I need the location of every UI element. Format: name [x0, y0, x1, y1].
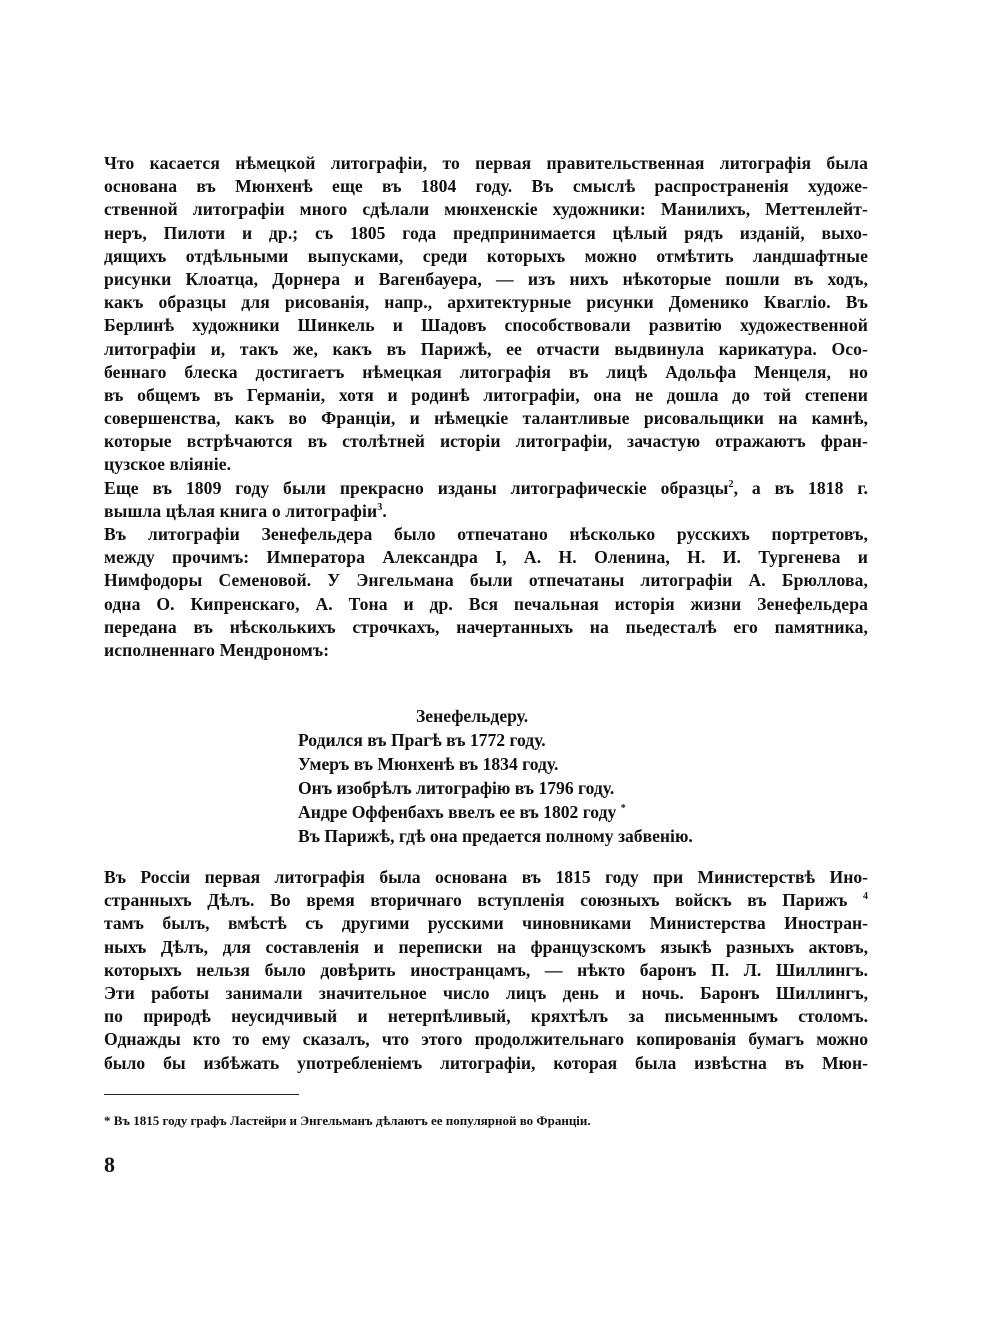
text-line: которые встрѣчаются въ столѣтней исторіи литографіи, зачастую отражаютъ фран-	[104, 431, 868, 452]
text-line: по природѣ неусидчивый и нетерпѣливый, кряхтѣлъ за письменнымъ столомъ.	[104, 1006, 868, 1027]
text-line: ныхъ Дѣлъ, для составленія и переписки на французскомъ языкѣ разныхъ актовъ,	[104, 936, 868, 957]
text-line: между прочимъ: Императора Александра I, А. Н. Оленина, Н. И. Тургенева и	[104, 547, 868, 568]
main-text	[104, 152, 868, 662]
text-line: ственной литографіи много сдѣлали мюнхенскіе художники: Манилихъ, Меттенлейт-	[104, 199, 868, 220]
text-line: тамъ былъ, вмѣстѣ съ другими русскими чиновниками Министерства Иностран-	[104, 913, 868, 934]
text-line: рисунки Клоатца, Дорнера и Вагенбауера, — изъ нихъ нѣкоторые пошли въ ходъ,	[104, 268, 868, 289]
inscription-line: Онъ изобрѣлъ литографію въ 1796 году.	[298, 778, 615, 798]
text-segment: вышла цѣлая книга о литографіи	[104, 500, 378, 521]
text-line: исполненнаго Мендрономъ:	[104, 639, 330, 660]
footnote	[104, 1112, 864, 1130]
text-line: было бы избѣжать употребленіемъ литографіи, которая была извѣстна въ Мюн-	[104, 1052, 868, 1073]
footnote-ref-4: 4	[863, 891, 869, 903]
text-segment: , а въ 1818 г.	[733, 477, 868, 498]
text-line: Въ Россіи первая литографія была основана въ 1815 году при Министерствѣ Ино-	[104, 867, 868, 887]
inscription-line: Умеръ въ Мюнхенѣ въ 1834 году.	[298, 754, 559, 774]
text-line: основана въ Мюнхенѣ еще въ 1804 году. Въ смыслѣ распространенія художе-	[104, 176, 868, 197]
text-line: Однажды кто то ему сказалъ, что этого продолжительнаго копированія бумагъ можно	[104, 1029, 868, 1050]
text-segment: Еще въ 1809 году были прекрасно изданы литографическіе образцы	[104, 477, 729, 498]
inscription-line: Въ Парижѣ, гдѣ она предается полному забвенію.	[298, 826, 693, 846]
footnote-ref-2: 2	[728, 478, 734, 490]
text-line: Въ литографіи Зенефельдера было отпечатано нѣсколько русскихъ портретовъ,	[104, 524, 868, 544]
inscription-line: Родился въ Прагѣ въ 1772 году.	[298, 730, 546, 750]
text-line: въ общемъ въ Германіи, хотя и родинѣ литографіи, она не дошла до той степени	[104, 384, 868, 405]
paragraph-russia-lithography	[104, 866, 868, 1075]
text-line: передана въ нѣсколькихъ строчкахъ, начертанныхъ на пьедесталѣ его памятника,	[104, 616, 868, 637]
text-line	[104, 500, 868, 523]
text-segment: Андре Оффенбахъ ввелъ ее въ 1802 году	[298, 802, 617, 822]
text-line: совершенства, какъ во Франціи, и нѣмецкіе талантливые рисовальщики на камнѣ,	[104, 408, 868, 429]
paragraph-1809-samples	[104, 477, 868, 523]
paragraph-german-lithography	[104, 152, 868, 477]
text-line: Нимфодоры Семеновой. У Энгельмана были отпечатаны литографіи А. Брюллова,	[104, 570, 868, 591]
footnote-ref-asterisk: *	[620, 803, 626, 815]
paragraph-russian-portraits	[104, 523, 868, 662]
inscription-line	[298, 800, 818, 824]
text-line: которыхъ нельзя было довѣрить иностранцамъ, — нѣкто баронъ П. Л. Шиллингъ.	[104, 959, 868, 980]
footnote-separator	[104, 1094, 299, 1095]
inscription-title: Зенефельдеру.	[416, 706, 529, 726]
text-line: цузское вліяніе.	[104, 454, 232, 475]
text-line: Эти работы занимали значительное число лицъ день и ночь. Баронъ Шиллингъ,	[104, 982, 868, 1003]
text-line: неръ, Пилоти и др.; съ 1805 года предпринимается цѣлый рядъ изданій, выхо-	[104, 222, 868, 243]
text-line: одна О. Кипренскаго, А. Тона и др. Вся печальная исторія жизни Зенефельдера	[104, 593, 868, 614]
text-segment: .	[382, 500, 387, 521]
text-line: литографіи и, такъ же, какъ въ Парижѣ, ее отчасти выдвинула карикатура. Осо-	[104, 338, 868, 359]
text-line: беннаго блеска достигаетъ нѣмецкая литографія въ лицѣ Адольфа Менцеля, но	[104, 361, 868, 382]
footnote-text: Въ 1815 году графъ Ластейри и Энгельманъ дѣлаютъ ее популярной во Франціи.	[113, 1113, 591, 1128]
footnote-ref-3: 3	[377, 501, 383, 513]
text-line	[104, 477, 868, 500]
text-line: какъ образцы для рисованія, напр., архитектурные рисунки Доменико Квагліо. Въ	[104, 292, 868, 313]
text-segment: странныхъ Дѣлъ. Во время вторичнаго вступленія союзныхъ войскъ въ Парижъ	[104, 890, 848, 911]
page-number: 8	[104, 1152, 115, 1177]
text-line: Что касается нѣмецкой литографіи, то первая правительственная литографія была	[104, 153, 868, 173]
footnote-marker: *	[104, 1113, 111, 1128]
text-line: Берлинѣ художники Шинкель и Шадовъ способствовали развитію художественной	[104, 315, 868, 336]
monument-inscription	[298, 704, 818, 848]
text-line: дящихъ отдѣльными выпусками, среди которыхъ можно отмѣтить ландшафтные	[104, 245, 868, 266]
text-line	[104, 889, 868, 912]
